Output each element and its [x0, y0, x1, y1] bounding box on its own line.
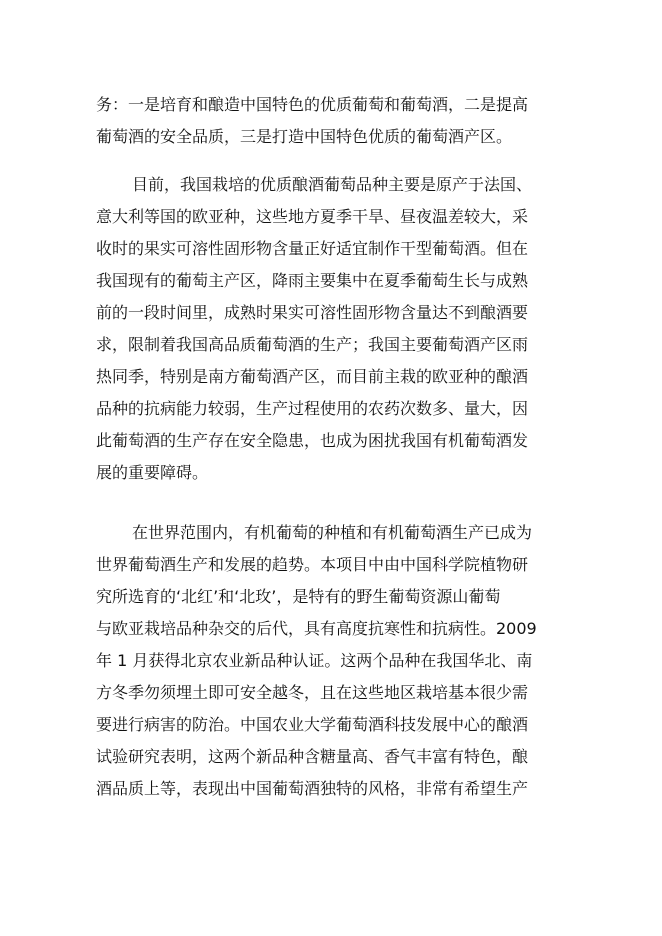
text-line: 与欧亚栽培品种杂交的后代，具有高度抗寒性和抗病性。2009 — [96, 619, 537, 638]
text-line: 试验研究表明，这两个新品种含糖量高、香气丰富有特色，酿 — [96, 747, 529, 766]
text-line: 要进行病害的防治。中国农业大学葡萄酒科技发展中心的酿酒 — [96, 715, 529, 734]
text-line: 前的一段时间里，成熟时果实可溶性固形物含量达不到酿酒要 — [96, 303, 529, 322]
text-line: 目前，我国栽培的优质酿酒葡萄品种主要是原产于法国、 — [132, 175, 533, 194]
text-line: 葡萄酒的安全品质，三是打造中国特色优质的葡萄酒产区。 — [96, 127, 513, 146]
text-line: 世界葡萄酒生产和发展的趋势。本项目中由中国科学院植物研 — [96, 555, 529, 574]
text-line: 品种的抗病能力较弱，生产过程使用的农药次数多、量大，因 — [96, 399, 529, 418]
paragraph-current-situation — [96, 169, 578, 489]
text-line: 究所选育的‘北红’和‘北玫’，是特有的野生葡萄资源山葡萄 — [96, 587, 501, 606]
text-line: 此葡萄酒的生产存在安全隐患，也成为困扰我国有机葡萄酒发 — [96, 431, 529, 450]
paragraph-continued — [96, 89, 578, 153]
text-line: 年 1 月获得北京农业新品种认证。这两个品种在我国华北、南 — [96, 651, 533, 670]
text-line: 我国现有的葡萄主产区，降雨主要集中在夏季葡萄生长与成熟 — [96, 271, 529, 290]
text-line: 酒品质上等，表现出中国葡萄酒独特的风格，非常有希望生产 — [96, 779, 529, 798]
text-line: 方冬季勿须埋土即可安全越冬，且在这些地区栽培基本很少需 — [96, 683, 529, 702]
text-line: 展的重要障碍。 — [96, 463, 209, 482]
text-line: 在世界范围内，有机葡萄的种植和有机葡萄酒生产已成为 — [132, 523, 533, 542]
text-line: 求，限制着我国高品质葡萄酒的生产；我国主要葡萄酒产区雨 — [96, 335, 529, 354]
text-line: 意大利等国的欧亚种，这些地方夏季干旱、昼夜温差较大，采 — [96, 207, 529, 226]
text-line: 热同季，特别是南方葡萄酒产区，而目前主栽的欧亚种的酿酒 — [96, 367, 529, 386]
text-line: 务：一是培育和酿造中国特色的优质葡萄和葡萄酒，二是提高 — [96, 95, 529, 114]
text-line: 收时的果实可溶性固形物含量正好适宜制作干型葡萄酒。但在 — [96, 239, 529, 258]
paragraph-world-trend — [96, 517, 578, 805]
